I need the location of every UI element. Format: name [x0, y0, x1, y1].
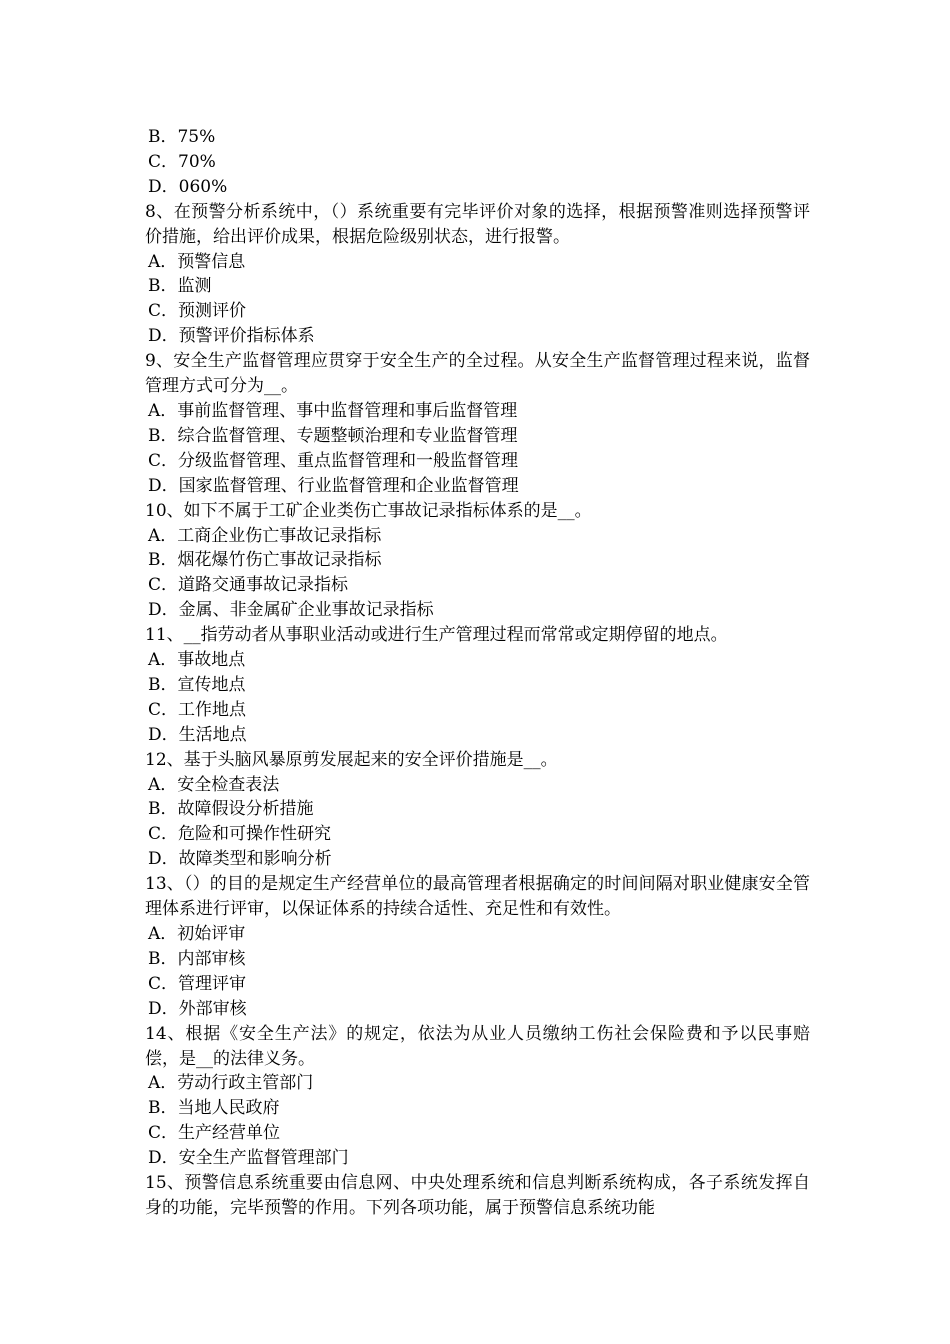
document-body [145, 125, 810, 1221]
question-9-option-a: A．事前监督管理、事中监督管理和事后监督管理 [148, 400, 518, 421]
question-9-option-b: B．综合监督管理、专题整顿治理和专业监督管理 [148, 425, 518, 446]
question-13-text: 13、（）的目的是规定生产经营单位的最高管理者根据确定的时间间隔对职业健康安全管理体系进行评审，以保证体系的持续合适性、充足性和有效性。 [145, 874, 810, 920]
question-13-option-b: B．内部审核 [148, 948, 246, 969]
question-12-option-a: A．安全检查表法 [148, 774, 280, 795]
question-8-option-b: B．监测 [148, 276, 212, 297]
question-12-option-d: D．故障类型和影响分析 [148, 849, 332, 870]
question-11-option-c: C．工作地点 [148, 699, 247, 720]
question-8-text: 8、在预警分析系统中，（）系统重要有完毕评价对象的选择，根据预警准则选择预警评价措施，给出评价成果，根据危险级别状态，进行报警。 [145, 201, 810, 247]
question-11-text: 11、__指劳动者从事职业活动或进行生产管理过程而常常或定期停留的地点。 [145, 625, 728, 646]
question-10-option-c: C．道路交通事故记录指标 [148, 575, 349, 596]
question-15-text: 15、预警信息系统重要由信息网、中央处理系统和信息判断系统构成，各子系统发挥自身的功能，完毕预警的作用。下列各项功能，属于预警信息系统功能 [145, 1173, 810, 1218]
question-9-option-d: D．国家监督管理、行业监督管理和企业监督管理 [148, 475, 519, 496]
question-8-option-d: D．预警评价指标体系 [148, 326, 315, 347]
question-13-option-a: A．初始评审 [148, 924, 246, 944]
question-10-text: 10、如下不属于工矿企业类伤亡事故记录指标体系的是__。 [145, 500, 592, 521]
option-c-prev: C．70% [148, 151, 216, 172]
question-13-option-d: D．外部审核 [148, 998, 247, 1019]
question-10-option-d: D．金属、非金属矿企业事故记录指标 [148, 600, 434, 621]
question-8-option-a: A．预警信息 [148, 251, 246, 272]
question-13-option-c: C．管理评审 [148, 973, 247, 994]
question-14-option-a: A．劳动行政主管部门 [148, 1073, 314, 1094]
question-14-option-b: B．当地人民政府 [148, 1098, 280, 1119]
question-14-option-d: D．安全生产监督管理部门 [148, 1148, 349, 1169]
question-9-option-c: C．分级监督管理、重点监督管理和一般监督管理 [148, 450, 519, 471]
question-10-option-b: B．烟花爆竹伤亡事故记录指标 [148, 550, 382, 571]
question-12-option-c: C．危险和可操作性研究 [148, 824, 332, 845]
question-9-text: 9、安全生产监督管理应贯穿于安全生产的全过程。从安全生产监督管理过程来说，监督管理方式可分为__。 [145, 351, 810, 397]
question-11-option-a: A．事故地点 [148, 650, 246, 671]
question-10-option-a: A．工商企业伤亡事故记录指标 [148, 525, 382, 546]
question-11-option-b: B．宣传地点 [148, 674, 246, 695]
question-12-option-b: B．故障假设分析措施 [148, 799, 314, 820]
question-12-text: 12、基于头脑风暴原剪发展起来的安全评价措施是__。 [145, 749, 558, 770]
option-b-prev: B．75% [148, 127, 216, 147]
option-d-prev: D．060% [148, 176, 228, 197]
question-8-option-c: C．预测评价 [148, 301, 247, 322]
question-14-option-c: C．生产经营单位 [148, 1123, 281, 1144]
question-11-option-d: D．生活地点 [148, 724, 247, 745]
question-14-text: 14、根据《安全生产法》的规定，依法为从业人员缴纳工伤社会保险费和予以民事赔偿，是__的法律义务。 [145, 1023, 810, 1069]
